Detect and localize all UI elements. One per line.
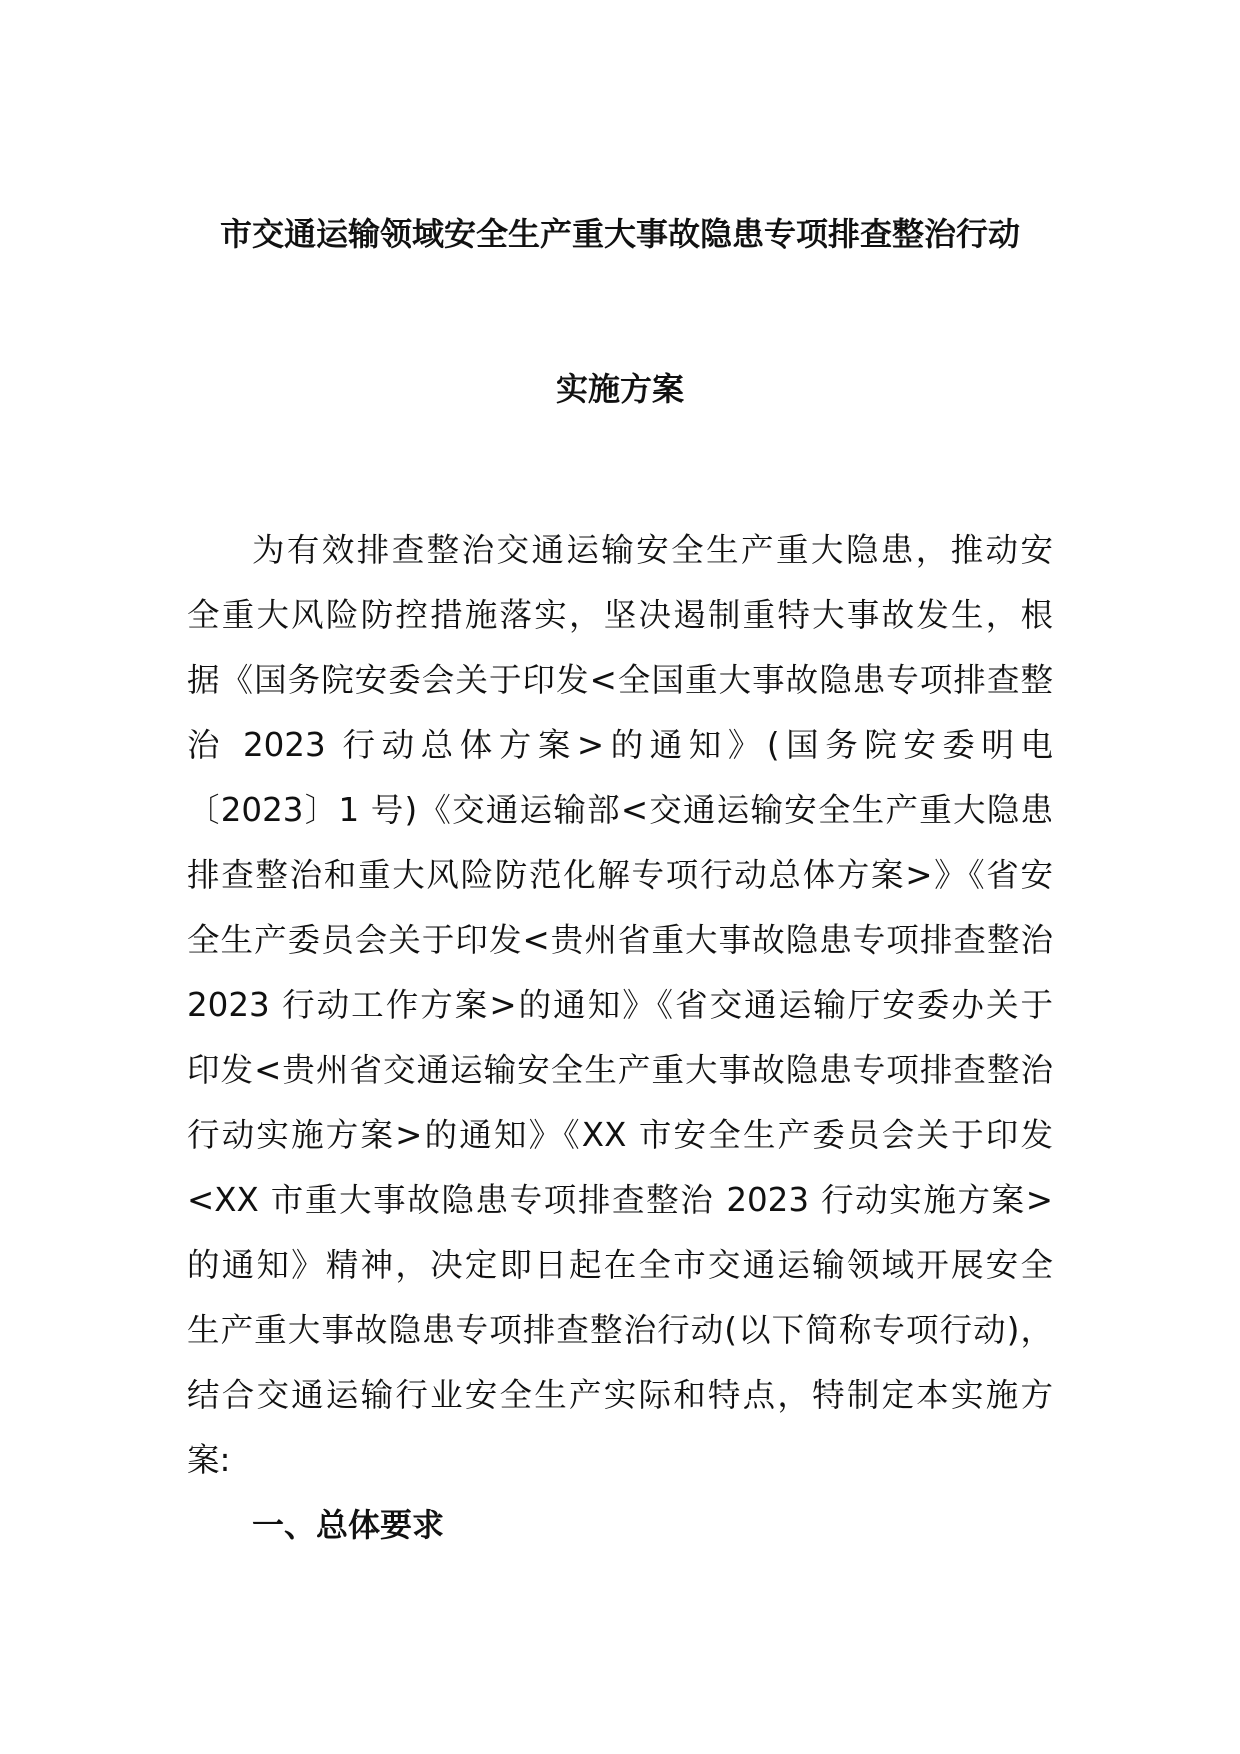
paragraph-line: 治 2023 行动总体方案>的通知》(国务院安委明电 <box>187 726 1053 764</box>
paragraph-line: 全重大风险防控措施落实，坚决遏制重特大事故发生，根 <box>187 596 1053 634</box>
paragraph-line: <XX 市重大事故隐患专项排查整治 2023 行动实施方案> <box>187 1181 1053 1219</box>
document-title: 市交通运输领域安全生产重大事故隐患专项排查整治行动 <box>219 215 1020 253</box>
document-subtitle: 实施方案 <box>555 370 684 408</box>
paragraph-line: 印发<贵州省交通运输安全生产重大事故隐患专项排查整治 <box>187 1051 1053 1089</box>
paragraph-line: 全生产委员会关于印发<贵州省重大事故隐患专项排查整治 <box>187 921 1053 959</box>
paragraph-line: 为有效排查整治交通运输安全生产重大隐患，推动安 <box>252 531 1053 569</box>
intro-paragraph <box>187 525 1053 1500</box>
paragraph-line: 〔2023〕1 号)《交通运输部<交通运输安全生产重大隐患 <box>187 791 1053 829</box>
paragraph-line: 案: <box>187 1441 231 1479</box>
paragraph-line: 结合交通运输行业安全生产实际和特点，特制定本实施方 <box>187 1376 1053 1414</box>
section-heading: 一、总体要求 <box>252 1506 445 1544</box>
paragraph-line: 排查整治和重大风险防范化解专项行动总体方案>》《省安 <box>187 856 1053 894</box>
paragraph-line: 行动实施方案>的通知》《XX 市安全生产委员会关于印发 <box>187 1116 1053 1154</box>
paragraph-line: 据《国务院安委会关于印发<全国重大事故隐患专项排查整 <box>187 661 1053 699</box>
paragraph-line: 生产重大事故隐患专项排查整治行动(以下简称专项行动)， <box>187 1311 1053 1349</box>
paragraph-line: 2023 行动工作方案>的通知》《省交通运输厅安委办关于 <box>187 986 1053 1024</box>
paragraph-line: 的通知》精神，决定即日起在全市交通运输领域开展安全 <box>187 1246 1053 1284</box>
